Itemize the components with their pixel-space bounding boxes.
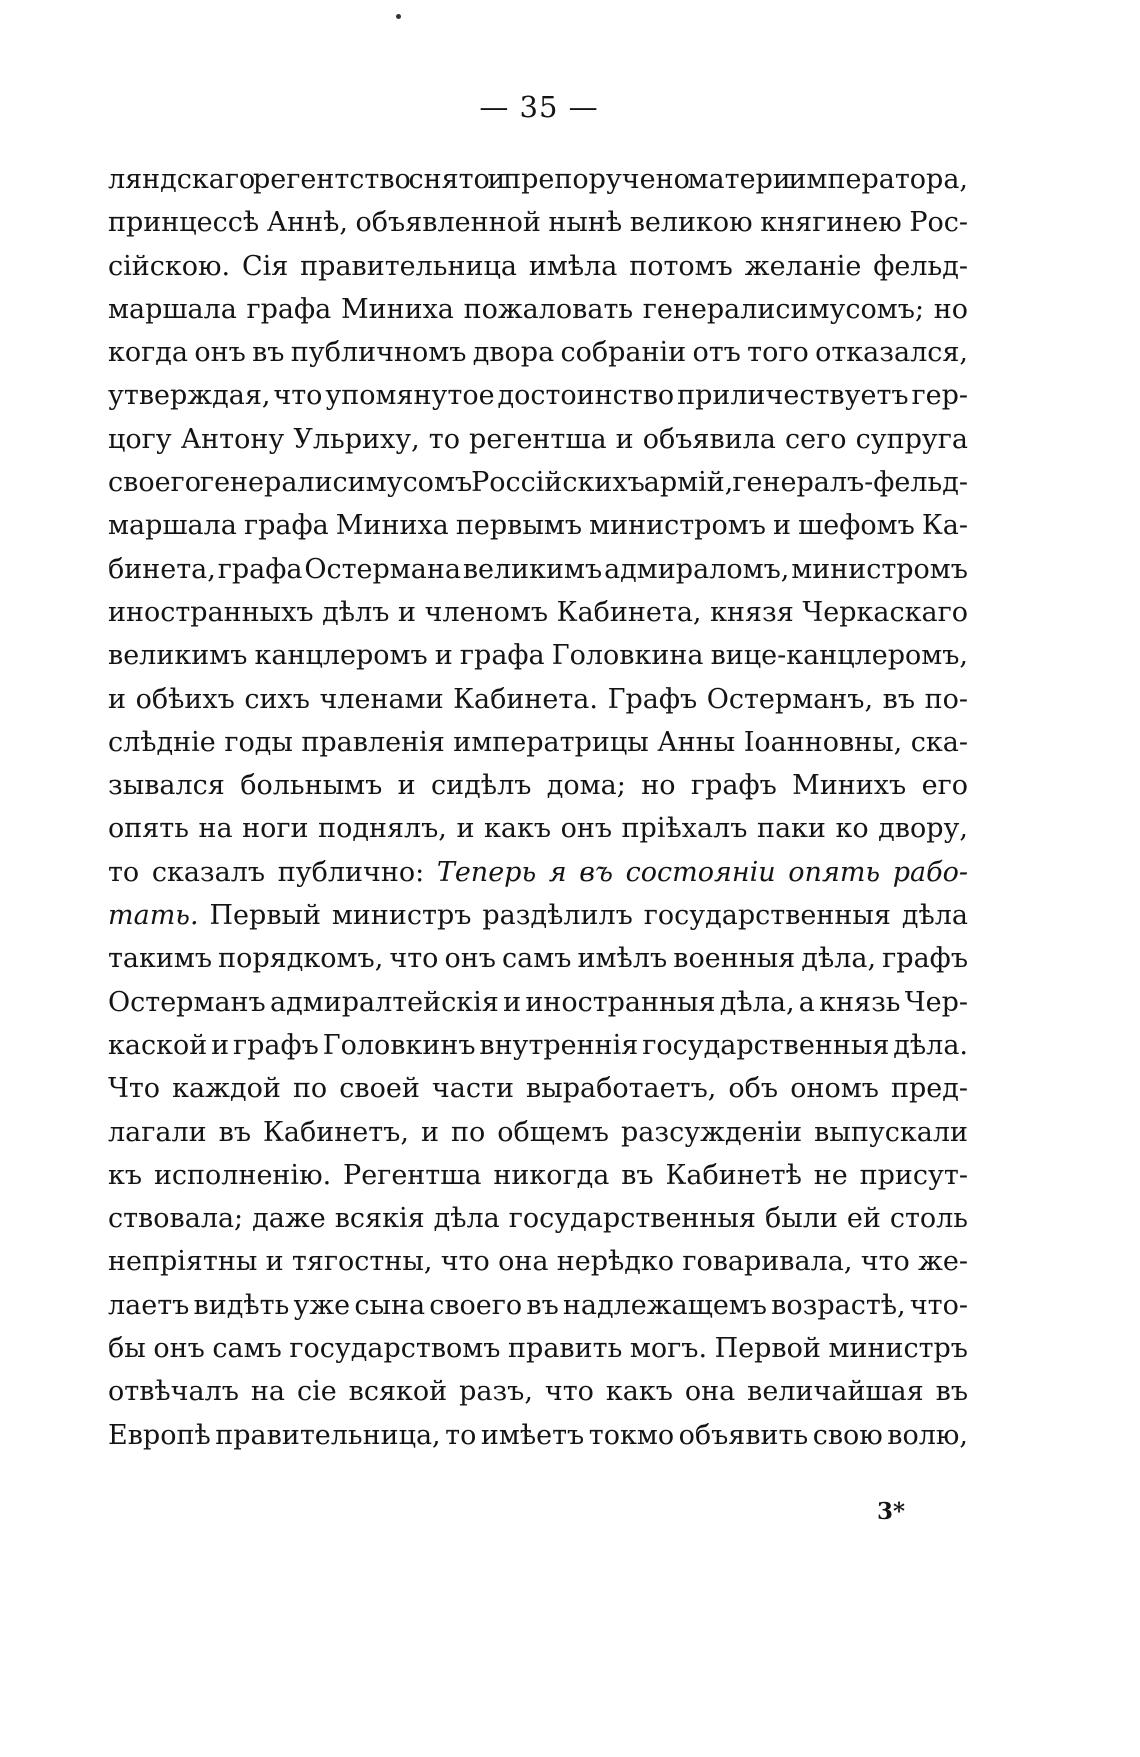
- text-segment: то сказалъ публично:: [108, 856, 437, 888]
- text-line: и обѣихъ сихъ членами Кабинета. Графъ Остерманъ, въ по-: [108, 683, 968, 715]
- text-line: бы онъ самъ государствомъ править могъ. Первой министръ: [108, 1333, 968, 1365]
- text-line: лаетъ видѣть уже сына своего въ надлежащемъ возрастѣ, что-: [108, 1289, 968, 1321]
- text-line: такимъ порядкомъ, что онъ самъ имѣлъ военныя дѣла, графъ: [108, 943, 968, 975]
- page-number: — 35 —: [479, 90, 599, 124]
- text-line-with-quote: [108, 894, 968, 937]
- text-line: Что каждой по своей части выработаетъ, объ ономъ пред-: [108, 1073, 968, 1105]
- text-line: слѣдніе годы правленія императрицы Анны Іоанновны, ска-: [108, 726, 968, 758]
- text-line: когда онъ въ публичномъ двора собраніи отъ того отказался,: [108, 337, 968, 369]
- text-line: непріятны и тягостны, что она нерѣдко говаривала, что же-: [108, 1246, 968, 1278]
- text-line: ляндскаго регентство снято и препоручено матери императора,: [108, 164, 969, 195]
- text-line: маршала графа Миниха пожаловать генералисимусомъ; но: [108, 293, 968, 325]
- body-text: [108, 158, 968, 1457]
- text-line: своего генералисимусомъ Россійскихъ армій, генералъ-фельд-: [108, 467, 968, 499]
- text-line: утверждая, что упомянутое достоинство приличествуетъ гер-: [108, 380, 969, 412]
- text-line: маршала графа Миниха первымъ министромъ и шефомъ Ка-: [108, 510, 968, 542]
- quote-italic: Теперь я въ состояніи опять рабо-: [436, 856, 968, 888]
- text-line: великимъ канцлеромъ и графа Головкина вице-канцлеромъ,: [108, 640, 968, 672]
- text-line: бинета, графа Остермана великимъ адмираломъ, министромъ: [108, 553, 968, 585]
- text-line: Европѣ правительница, то имѣетъ токмо объявить свою волю,: [108, 1419, 968, 1451]
- text-line: сійскою. Сія правительница имѣла потомъ желаніе фельд-: [108, 250, 968, 282]
- text-line: къ исполненію. Регентша никогда въ Кабинетѣ не присут-: [108, 1159, 968, 1191]
- text-line: Остерманъ адмиралтейскія и иностранныя дѣла, а князь Чер-: [108, 986, 969, 1018]
- signature-mark: 3*: [877, 1498, 906, 1525]
- text-segment: Первый министръ раздѣлилъ государственныя дѣла: [198, 900, 968, 932]
- text-line: иностранныхъ дѣлъ и членомъ Кабинета, князя Черкаскаго: [108, 596, 968, 628]
- text-line: принцессѣ Аннѣ, объявленной нынѣ великою княгинею Рос-: [108, 207, 968, 239]
- text-line: отвѣчалъ на сіе всякой разъ, что какъ она величайшая въ: [108, 1376, 968, 1408]
- text-line: цогу Антону Ульриху, то регентша и объявила сего супруга: [108, 423, 968, 455]
- text-line: каской и графъ Головкинъ внутреннія государственныя дѣла.: [108, 1029, 968, 1061]
- text-line: опять на ноги поднялъ, и какъ онъ пріѣхалъ паки ко двору,: [108, 813, 968, 845]
- text-line: ствовала; даже всякія дѣла государственныя были ей столь: [108, 1203, 968, 1235]
- text-line-with-quote: [108, 851, 968, 894]
- ink-speck: [396, 14, 401, 19]
- quote-italic: тать.: [108, 900, 199, 932]
- text-line: лагали въ Кабинетъ, и по общемъ разсужденіи выпускали: [108, 1116, 968, 1148]
- text-line: зывался больнымъ и сидѣлъ дома; но графъ Минихъ его: [108, 770, 968, 802]
